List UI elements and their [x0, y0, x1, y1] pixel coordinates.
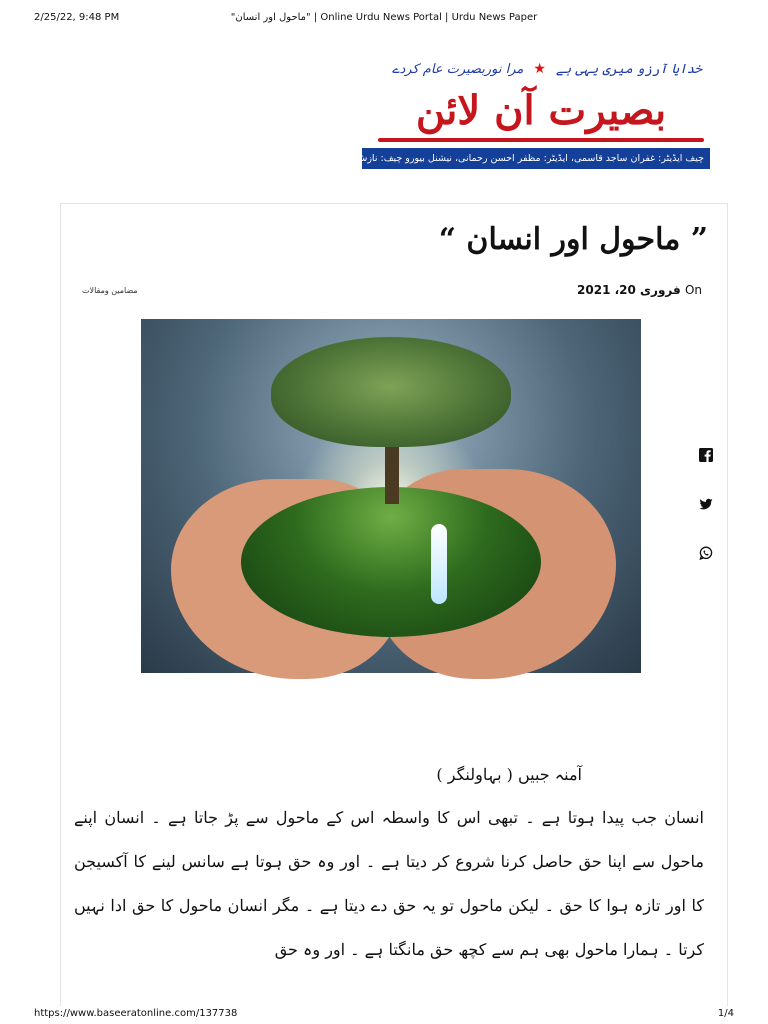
staff-bar	[306, 148, 710, 169]
whatsapp-icon	[699, 546, 713, 560]
twitter-icon	[699, 497, 713, 511]
whatsapp-share-button[interactable]	[698, 545, 714, 561]
print-page-number: 1/4	[717, 1008, 734, 1019]
date-text: فروری 20، 2021	[577, 283, 681, 297]
facebook-share-button[interactable]	[698, 447, 714, 463]
print-url: https://www.baseeratonline.com/137738	[34, 1008, 238, 1019]
article-date	[577, 283, 702, 297]
site-logo[interactable]: بصیرت آن لائن	[372, 83, 710, 139]
masthead-tagline	[392, 61, 702, 77]
article-paragraph: انسان جب پیدا ہوتا ہے ۔ تبھی اس کا واسطہ اس کے ماحول سے پڑ جاتا ہے ۔ انسان اپنے ماحول سے اپنا حق حاصل کرنا شروع کر دیتا ہے ۔ اور وہ حق ہوتا ہے سانس لینے کا آکسیجن کا اور تازہ ہوا کا حق ۔ لیکن ماحول تو یہ حق دے دیتا ہے ۔ مگر انسان ماحول کا حق ادا نہیں کرتا ۔ ہمارا ماحول بھی ہم سے کچھ حق مانگتا ہے ۔ اور وہ حق	[74, 808, 704, 959]
article-author: آمنہ جبیں ( بہاولنگر )	[436, 765, 582, 784]
hero-waterfall	[431, 524, 447, 604]
print-footer	[0, 1006, 768, 1024]
print-page-title: "ماحول اور انسان" | Online Urdu News Portal | Urdu News Paper	[230, 12, 538, 23]
facebook-icon	[699, 448, 713, 462]
article-category[interactable]: مضامین ومقالات	[82, 286, 138, 295]
article-title: ” ماحول اور انسان “	[438, 222, 708, 257]
masthead[interactable]	[306, 57, 710, 169]
star-icon: ★	[533, 61, 546, 77]
tagline-right: خدایا آرزو میری یہی ہے	[555, 61, 702, 77]
date-prefix: On	[684, 283, 702, 297]
staff-line: چیف ایڈیٹر: غفران ساجد قاسمی، ایڈیٹر: مظفر احسن رحمانی، نیشنل بیورو چیف: نازش ہما قاسمی	[306, 153, 704, 164]
tagline-left: مرا نوربصیرت عام کردے	[391, 61, 524, 77]
print-datetime: 2/25/22, 9:48 PM	[34, 12, 120, 23]
print-header	[0, 0, 768, 40]
hero-earth	[241, 487, 541, 637]
hero-tree-canopy	[271, 337, 511, 447]
twitter-share-button[interactable]	[698, 496, 714, 512]
hero-image	[141, 319, 641, 673]
